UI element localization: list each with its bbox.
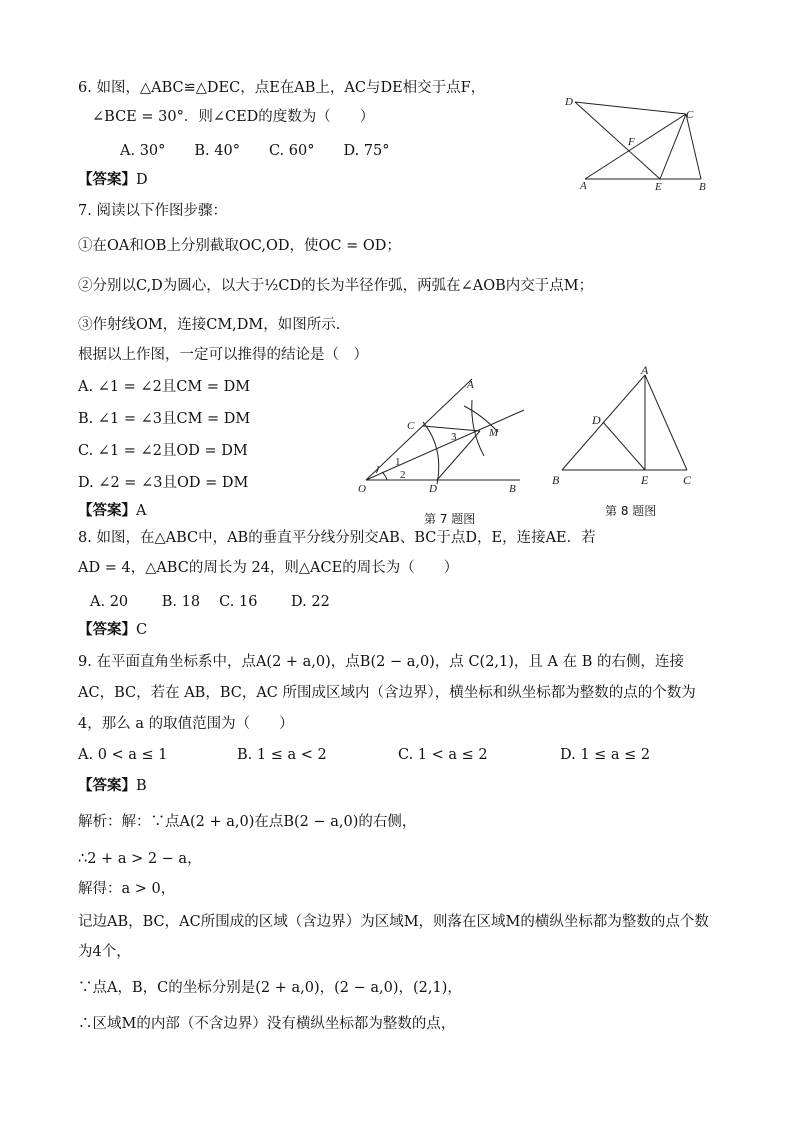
q7-caption: 第 7 题图 (424, 512, 476, 526)
q7-label-d: D (429, 483, 437, 495)
q6-label-e: E (655, 181, 662, 193)
q9-option-c: C. 1 < a ≤ 2 (398, 747, 488, 763)
q6-label-c: C (686, 109, 694, 121)
q6-line2: ∠BCE = 30°．则∠CED的度数为（ ） (92, 109, 375, 125)
q7-answer (78, 501, 146, 521)
q8-line1: 8. 如图，在△ABC中，AB的垂直平分线分别交AB、BC于点D，E，连接AE．若 (78, 530, 596, 546)
q9-option-a: A. 0 < a ≤ 1 (78, 747, 168, 763)
q9-line3: 4，那么 a 的取值范围为（ ） (78, 716, 294, 732)
solution-line6: ∵点A，B，C的坐标分别是(2 + a,0)，(2 − a,0)，(2,1)， (78, 980, 462, 996)
solution-line2: ∴2 + a > 2 − a， (78, 851, 202, 867)
solution-line4: 记边AB，BC，AC所围成的区域（含边界）为区域M，则落在区域M的横纵坐标都为整数的点个数 (78, 914, 709, 930)
q8-answer (78, 620, 147, 640)
q6-label-d: D (565, 96, 573, 108)
q8-label-d: D (592, 413, 601, 427)
q8-label-c: C (683, 473, 692, 487)
answer-value: C (136, 622, 148, 638)
q9-line1: 9. 在平面直角坐标系中，点A(2 + a,0)，点B(2 − a,0)，点 C(2,1)，且 A 在 B 的右侧，连接 (78, 654, 684, 670)
q6-figure (558, 92, 718, 196)
solution-line7: ∴区域M的内部（不含边界）没有横纵坐标都为整数的点， (78, 1016, 456, 1032)
q7-label-b: B (509, 483, 516, 495)
q7-label-3: 3 (451, 431, 457, 443)
solution-line1: 解析：解：∵点A(2 + a,0)在点B(2 − a,0)的右侧， (78, 814, 417, 830)
q7-option-c: C. ∠1 = ∠2且OD = DM (78, 443, 248, 459)
q8-label-a: A (641, 363, 649, 377)
q9-option-b: B. 1 ≤ a < 2 (237, 747, 327, 763)
answer-label: 【答案】 (78, 777, 136, 794)
q6-line1: 6. 如图，△ABC≌△DEC，点E在AB上，AC与DE相交于点F， (78, 80, 486, 96)
q7-option-b: B. ∠1 = ∠3且CM = DM (78, 411, 251, 427)
answer-value: A (136, 503, 147, 519)
solution-line5: 为4个， (78, 944, 131, 960)
q8-label-e: E (641, 473, 649, 487)
q6-label-b: B (699, 181, 706, 193)
q7-step1: ①在OA和OB上分别截取OC,OD，使OC = OD； (78, 238, 401, 254)
q9-answer (78, 776, 147, 796)
answer-label: 【答案】 (78, 621, 136, 638)
q7-step3: ③作射线OM，连接CM,DM，如图所示. (78, 317, 341, 333)
q7-label-1: 1 (395, 456, 401, 468)
q6-answer (78, 170, 148, 190)
answer-value: B (136, 778, 147, 794)
q6-label-f: F (628, 136, 635, 148)
q7-line1: 7. 阅读以下作图步骤： (78, 203, 227, 219)
solution-line3: 解得：a > 0， (78, 881, 176, 897)
answer-value: D (136, 172, 148, 188)
answer-label: 【答案】 (78, 502, 136, 519)
q6-label-a: A (580, 180, 587, 192)
q7-option-a: A. ∠1 = ∠2且CM = DM (78, 379, 251, 395)
q7-figure (352, 370, 532, 498)
q9-line2: AC，BC，若在 AB，BC，AC 所围成区域内（含边界），横坐标和纵坐标都为整数的点的个数为 (78, 685, 696, 701)
answer-label: 【答案】 (78, 171, 136, 188)
q8-options: A. 20 B. 18 C. 16 D. 22 (90, 594, 330, 610)
q6-options: A. 30° B. 40° C. 60° D. 75° (120, 143, 390, 159)
q7-option-d: D. ∠2 = ∠3且OD = DM (78, 475, 249, 491)
q8-label-b: B (552, 473, 560, 487)
q8-line2: AD = 4，△ABC的周长为 24，则△ACE的周长为（ ） (78, 560, 459, 576)
q8-caption: 第 8 题图 (605, 504, 657, 518)
q7-label-a: A (467, 379, 474, 391)
q7-label-o: O (358, 483, 366, 495)
q7-question: 根据以上作图，一定可以推得的结论是（ ） (78, 347, 368, 363)
q9-option-d: D. 1 ≤ a ≤ 2 (560, 747, 651, 763)
q7-step2: ②分别以C,D为圆心，以大于½CD的长为半径作弧，两弧在∠AOB内交于点M； (78, 278, 594, 294)
q7-label-2: 2 (400, 469, 406, 481)
q7-label-c: C (407, 420, 415, 432)
q8-figure (545, 360, 710, 490)
q7-label-m: M (489, 427, 499, 439)
